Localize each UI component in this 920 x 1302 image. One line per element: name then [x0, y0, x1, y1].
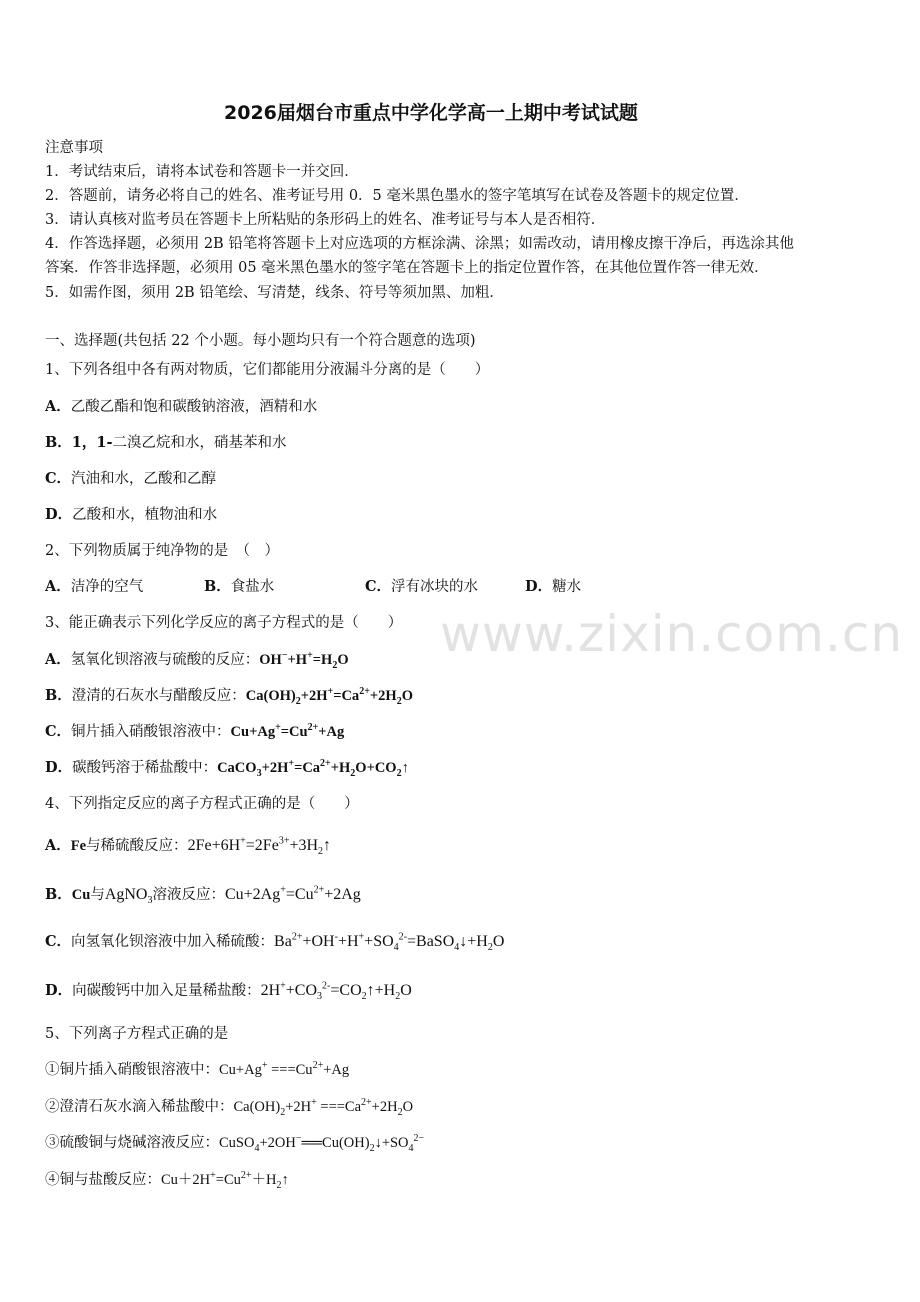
item-text: ②澄清石灰水滴入稀盐酸中： — [45, 1099, 234, 1115]
q1-option-d — [45, 505, 217, 525]
option-text: 浮有冰块的水 — [391, 579, 479, 595]
option-label: B． — [45, 886, 72, 903]
option-text: 糖水 — [552, 579, 582, 595]
q4-option-a — [45, 836, 331, 856]
q4-option-c — [45, 932, 504, 952]
notice-heading: 注意事项 — [45, 140, 103, 156]
equation: $CuSO_4+2OH^-══Cu(OH)_2↓+SO_4^{2-}$ — [219, 1133, 425, 1154]
option-text: 与稀硫酸反应： — [86, 838, 188, 854]
q5-item-1 — [45, 1060, 349, 1080]
equation: $Cu+2H^+=Cu^{2+}+H_2↑$ — [161, 1170, 289, 1191]
q2-stem: 2、下列物质属于纯净物的是 （ ） — [45, 543, 279, 559]
notice-3: 3．请认真核对监考员在答题卡上所粘贴的条形码上的姓名、准考证号与本人是否相符． — [45, 212, 606, 228]
page-title: 2026届烟台市重点中学化学高一上期中考试试题 — [224, 102, 638, 124]
equation: $Cu+Ag^+ ===Cu^{2+}+Ag$ — [219, 1060, 350, 1078]
option-text: 食盐水 — [230, 579, 275, 595]
q3-stem: 3、能正确表示下列化学反应的离子方程式的是（ ） — [45, 615, 403, 631]
option-text: 溶液反应： — [152, 887, 225, 903]
option-text: 二溴乙烷和水，硝基苯和水 — [112, 435, 287, 451]
option-text: 澄清的石灰水与醋酸反应： — [71, 688, 246, 704]
q3-option-d — [45, 758, 409, 778]
q4-option-d — [45, 981, 412, 1001]
option-label: A． — [45, 651, 71, 668]
option-text: 向碳酸钙中加入足量稀盐酸： — [72, 983, 261, 999]
q4-stem: 4、下列指定反应的离子方程式正确的是（ ） — [45, 796, 359, 812]
notice-1: 1．考试结束后，请将本试卷和答题卡一并交回． — [45, 164, 359, 180]
option-label: A． — [45, 398, 71, 415]
option-text: 洁净的空气 — [70, 579, 144, 595]
notice-4: 4．作答选择题，必须用 2B 铅笔将答题卡上对应选项的方框涂满、涂黑；如需改动，请用橡皮擦干净后，再选涂其他 — [45, 236, 794, 252]
q2-option-d — [525, 577, 581, 597]
option-label: B． — [204, 578, 231, 595]
notice-2: 2．答题前，请务必将自己的姓名、准考证号用 0．5 毫米黑色墨水的签字笔填写在试卷及答题卡的规定位置． — [45, 188, 749, 204]
watermark: www.zixin.com.cn — [440, 605, 904, 663]
notice-5: 5．如需作图，须用 2B 铅笔绘、写清楚，线条、符号等须加黑、加粗． — [45, 285, 504, 301]
option-label: D． — [45, 759, 73, 776]
q5-item-3 — [45, 1133, 424, 1153]
q2-option-b — [204, 577, 274, 597]
option-text: 汽油和水，乙酸和乙醇 — [71, 471, 217, 487]
q2-option-c — [365, 577, 478, 597]
item-text: ④铜与盐酸反应： — [45, 1172, 161, 1188]
option-text: 向氢氧化钡溶液中加入稀硫酸： — [71, 934, 275, 950]
reagent: AgNO$_3$ — [104, 886, 153, 907]
item-text: ①铜片插入硝酸银溶液中： — [45, 1062, 219, 1078]
equation: $Cu+Ag^+=Cu^{2+}+Ag$ — [230, 722, 345, 740]
option-label: C． — [45, 933, 72, 950]
q1-option-a — [45, 397, 317, 417]
equation: $Ca(OH)_2+2H^+=Ca^{2+}+2H_2O$ — [245, 686, 413, 707]
q1-option-c — [45, 469, 216, 489]
option-text: 与 — [90, 887, 105, 903]
q1-stem: 1、下列各组中各有两对物质，它们都能用分液漏斗分离的是（ ） — [45, 362, 490, 378]
option-text: 乙酸和水，植物油和水 — [72, 507, 218, 523]
section-heading: 一、选择题(共包括 22 个小题。每小题均只有一个符合题意的选项) — [45, 333, 476, 349]
option-label: C． — [365, 578, 392, 595]
notice-4-continued: 答案．作答非选择题，必须用 05 毫米黑色墨水的签字笔在答题卡上的指定位置作答，在其他位置作答一律无效． — [45, 260, 769, 276]
q3-option-b — [45, 686, 413, 706]
equation: $Cu+2Ag^+=Cu^{2+}+2Ag$ — [224, 884, 361, 903]
q4-option-b — [45, 885, 361, 905]
option-label: D． — [525, 578, 553, 595]
option-text: 乙酸乙酯和饱和碳酸钠溶液，酒精和水 — [70, 399, 318, 415]
q1-option-b — [45, 433, 286, 453]
option-text: 碳酸钙溶于稀盐酸中： — [72, 760, 218, 776]
equation: $Ba^{2+}+OH^-+H^++SO_4^{2-}=BaSO_4↓+H_2O$ — [274, 931, 505, 954]
option-label: C． — [45, 470, 72, 487]
option-text: 铜片插入硝酸银溶液中： — [71, 724, 231, 740]
q2-option-a — [45, 577, 143, 597]
equation: $2Fe+6H^+=2Fe^{3+}+3H_2↑$ — [187, 835, 332, 858]
option-label: D． — [45, 506, 73, 523]
option-label: D． — [45, 982, 73, 999]
equation: $OH^-+H^+=H_2O$ — [259, 650, 349, 671]
q3-option-c — [45, 722, 344, 742]
equation: $CaCO_3+2H^+=Ca^{2+}+H_2O+CO_2↑$ — [217, 758, 409, 779]
item-text: ③硫酸铜与烧碱溶液反应： — [45, 1135, 219, 1151]
equation: $Ca(OH)_2+2H^+ ===Ca^{2+}+2H_2O$ — [233, 1097, 414, 1118]
q5-stem: 5、下列离子方程式正确的是 — [45, 1026, 229, 1042]
equation: $2H^++CO_3^{2-}=CO_2↑+H_2O$ — [260, 980, 412, 1003]
q5-item-2 — [45, 1097, 413, 1117]
option-label: A． — [45, 837, 71, 854]
option-label: A． — [45, 578, 71, 595]
option-label: C． — [45, 723, 72, 740]
option-element: Fe — [70, 838, 87, 854]
q5-item-4 — [45, 1170, 289, 1190]
q3-option-a — [45, 650, 349, 670]
option-label: B． — [45, 687, 72, 704]
option-text-bold: 1，1- — [71, 434, 113, 451]
option-element: Cu — [71, 887, 91, 903]
option-text: 氢氧化钡溶液与硫酸的反应： — [70, 652, 260, 668]
option-label: B． — [45, 434, 72, 451]
